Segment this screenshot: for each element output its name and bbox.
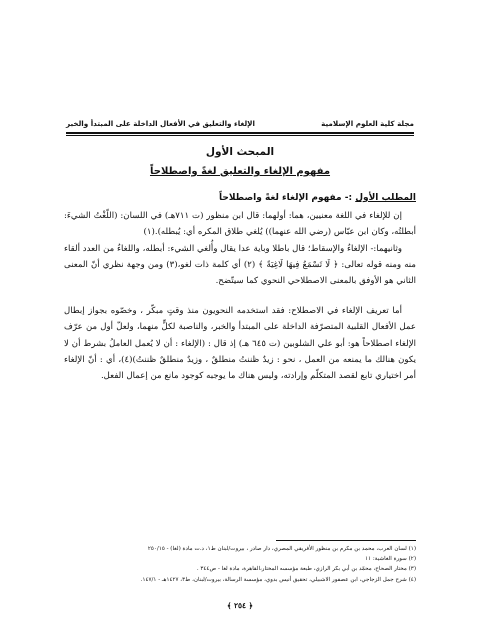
- journal-name: مجلة كلية العلوم الإسلامية: [321, 118, 414, 128]
- paragraph-gap: [64, 289, 416, 303]
- running-header: [66, 116, 414, 130]
- chapter-subtitle: مفهوم الإلغاء والتعليق لغةً واصطلاحاً: [149, 166, 331, 177]
- section-heading-text: :- مفهوم الإلغاء لغةً واصطلاحاً: [218, 193, 356, 203]
- paragraph-1: إن للإلغاء في اللغة معنيين، هما: أولهما: قال ابن منظور (ت ٧١١هـ) في اللسان: (اللّغْتُ الشيءَ: أبطلتُه، وكان ابن عبّاس (رضي الله عنهما)) يُلغي طلاق المكره أي: يُبطله).(١): [64, 211, 416, 238]
- page-number: ﴿ ٢٥٤ ﴾: [226, 601, 254, 610]
- article-title: الإلغاء والتعليق في الأفعال الداخلة على المبتدأ والخبر: [66, 118, 255, 128]
- paragraph-2: وثانيهما:- الإلغاءُ والإسقاط؛ قال باطلا وباية عدا يقال وأُلغي الشيء: أبطله، واللغاءُ من العدد ألقاء منه ومنه قوله تعالى: ﴿ لَا تَسْمَعُ فِيهَا لَاغِيَةً ﴾ (٢) أي كلمة ذات لغو،(٣) ومن وجهة نظري أنّ المعنى الثاني هو الأوفق بالمعنى الاصطلاحي النحوي كما سيتّضح.: [64, 243, 416, 287]
- footnote-rule: [276, 540, 416, 541]
- footnotes: [64, 544, 416, 585]
- header-rule: [66, 132, 414, 136]
- footnote-4: (٤) شرح جمل الزجاجي، ابن عصفور الاشبيلي، تحقيق أنيس بدوي، مؤسسة الرسالة، بيروت/لبنان، ط٣، ١٤٢٧هـ - ١٤٧/١.: [140, 576, 416, 583]
- section-heading-label: المطلب الأول: [355, 193, 416, 203]
- footnote-2: (٢) سورة الغاشية: ١١: [365, 556, 416, 563]
- section-heading: [64, 190, 416, 206]
- footnote-1: (١) لسان العرب، محمد بن مكرم بن منظور الأفريقي المصري، دار صادر ، بيروت/لبنان ط١، د.ت مادة (لغا) - ٢٥٠/١٥: [147, 546, 416, 552]
- footnote-3: (٣) مختار الصحاح، محمّد بن أبي بكر الرازي، طبعة مؤسسه المختار،القاهرة، مادة لغا - ص٣٤٤ .: [196, 566, 416, 573]
- paragraph-3: أما تعريف الإلغاء في الاصطلاح: فقد استخدمه النحويون منذ وقتٍ مبكّر ، وخصّوه بجواز إبطال عمل الأفعال القلبية المتصرّفة الداخلة على المبتدأ والخبر، والناصبة لكلٍّ منهما، ولعلّ أول من عرّف الإلغاء اصطلاحاً هو: أبو علي الشلوبين (ت ٦٤٥ هـ) إذ قال : (الإلغاء : أن لا يُعمل العاملُ بشرط أن لا يكون هنالك ما يمنعه من العمل ، نحو : زيدٌ ظننتُ منطلقٌ ، وزيدٌ منطلقٌ ظننتُ)(٤)، أي : أنّ الإلغاء أمر اختياري تابع لقصد المتكلّم وإرادته، وليس هناك ما يوجبه كوجود مانع من إعمال الفعل.: [64, 306, 416, 382]
- body-text: [64, 190, 416, 384]
- chapter-title: المبحث الأول: [205, 146, 275, 158]
